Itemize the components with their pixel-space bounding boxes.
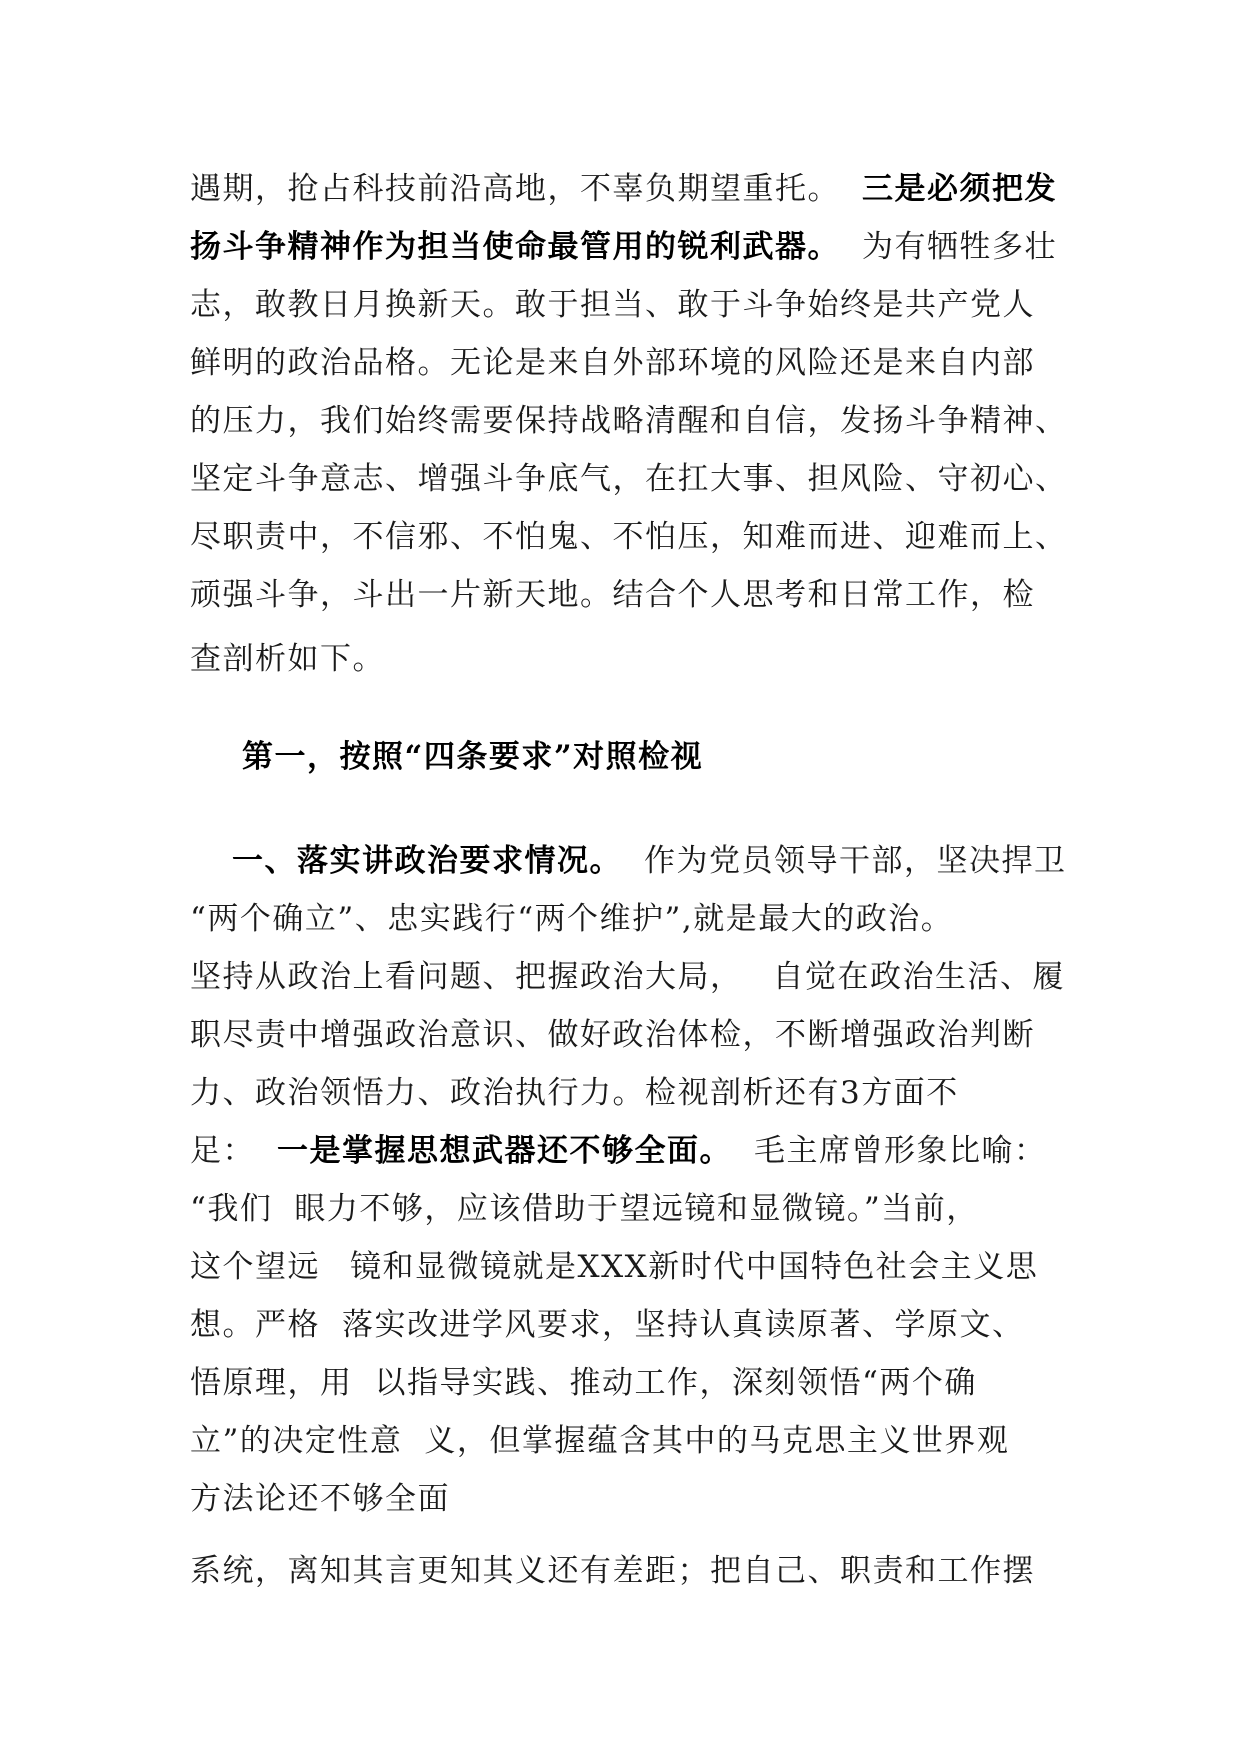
text-line: 坚定斗争意志、增强斗争底气，在扛大事、担风险、守初心、: [190, 461, 1068, 497]
section-heading: 第一，按照“四条要求”对照检视: [242, 739, 704, 775]
text-line: 职尽责中增强政治意识、做好政治体检，不断增强政治判断: [190, 1017, 1035, 1053]
paragraph-3: [190, 1542, 1060, 1600]
text-line: 顽强斗争，斗出一片新天地。结合个人思考和日常工作，检: [190, 577, 1035, 613]
bold-emphasis: 一是掌握思想武器还不够全面。: [277, 1133, 732, 1169]
text-line: 系统，离知其言更知其义还有差距；把自己、职责和工作摆: [190, 1553, 1035, 1589]
paragraph-2: [190, 832, 1067, 1528]
text-line: 的压力，我们始终需要保持战略清醒和自信，发扬斗争精神、: [190, 403, 1068, 439]
text-line: “我们 眼力不够，应该借助于望远镜和显微镜。”当前，: [190, 1191, 979, 1227]
text-line: 立”的决定性意 义，但掌握蕴含其中的马克思主义世界观: [190, 1423, 1010, 1459]
text-line: “两个确立”、忠实践行“两个维护”,就是最大的政治。: [190, 901, 954, 937]
bold-emphasis: 一、落实讲政治要求情况。: [232, 843, 622, 879]
text-line: 志，敢教日月换新天。敢于担当、敢于斗争始终是共产党人: [190, 287, 1035, 323]
text-line: 鲜明的政治品格。无论是来自外部环境的风险还是来自内部: [190, 345, 1035, 381]
text-line: 一、落实讲政治要求情况。 作为党员领导干部，坚决捍卫: [232, 843, 1067, 879]
text-line: 方法论还不够全面: [190, 1481, 450, 1517]
paragraph-1: [190, 160, 1068, 688]
text-line: 这个望远 镜和显微镜就是XXX新时代中国特色社会主义思: [190, 1249, 1039, 1285]
text-line: 悟原理，用 以指导实践、推动工作，深刻领悟“两个确: [190, 1365, 977, 1401]
bold-emphasis: 三是必须把发: [862, 171, 1057, 207]
bold-emphasis: 扬斗争精神作为担当使命最管用的锐利武器。: [190, 229, 840, 265]
text-line: 扬斗争精神作为担当使命最管用的锐利武器。 为有牺牲多壮: [190, 229, 1057, 265]
document-page: [190, 160, 1068, 1600]
text-line: 尽职责中，不信邪、不怕鬼、不怕压，知难而进、迎难而上、: [190, 519, 1068, 555]
text-line: 遇期，抢占科技前沿高地，不辜负期望重托。 三是必须把发: [190, 171, 1057, 207]
text-line: 想。严格 落实改进学风要求，坚持认真读原著、学原文、: [190, 1307, 1025, 1343]
text-line: 力、政治领悟力、政治执行力。检视剖析还有3方面不: [190, 1075, 959, 1111]
text-line: 足： 一是掌握思想武器还不够全面。 毛主席曾形象比喻：: [190, 1133, 1047, 1169]
text-line: 查剖析如下。: [190, 641, 385, 677]
text-line: 坚持从政治上看问题、把握政治大局， 自觉在政治生活、履: [190, 959, 1065, 995]
